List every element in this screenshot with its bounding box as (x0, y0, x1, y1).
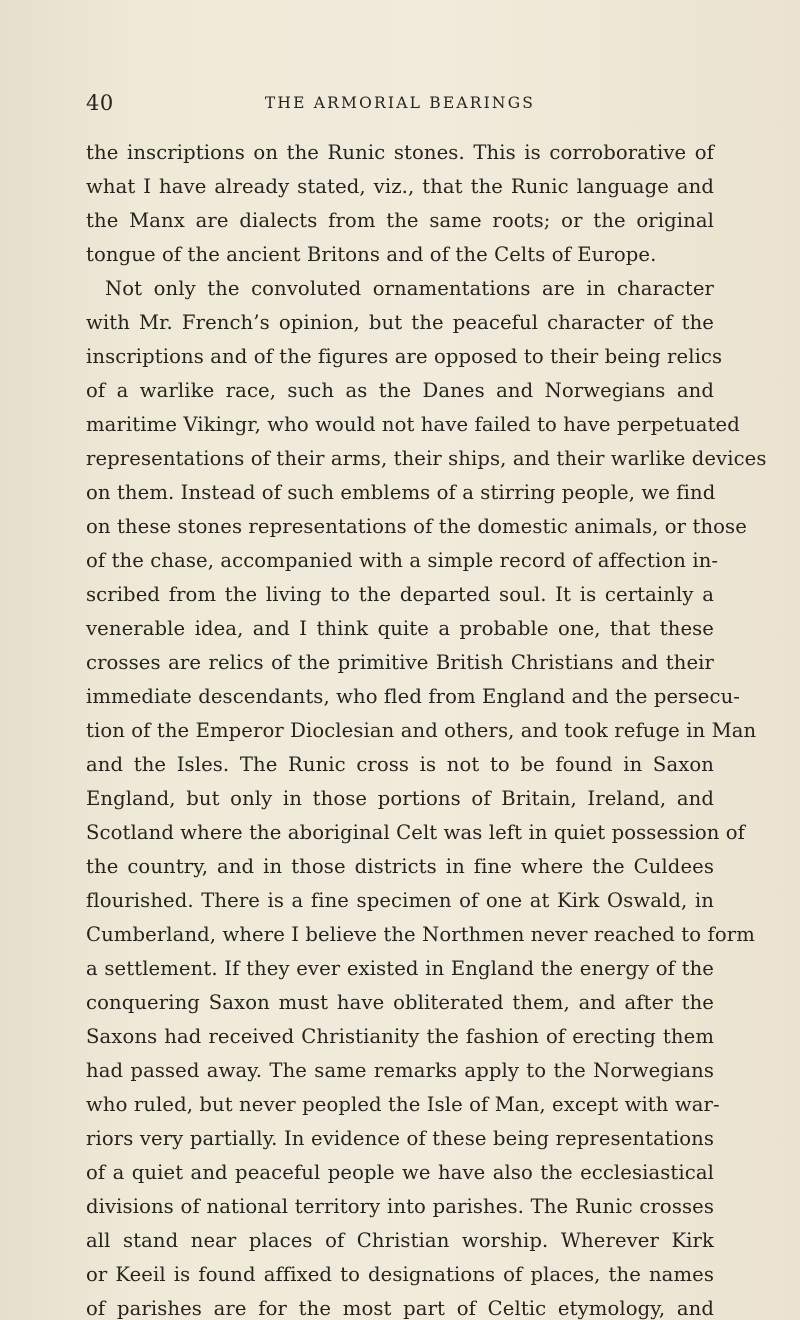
text-line: the country, and in those districts in fine where the Culdees (86, 855, 714, 878)
text-line: tongue of the ancient Britons and of the Celts of Europe. (86, 243, 657, 266)
running-head: THE ARMORIAL BEARINGS (264, 94, 536, 112)
text-line: of a warlike race, such as the Danes and Norwegians and (86, 379, 714, 402)
text-line: Saxons had received Christianity the fashion of erecting them (86, 1025, 714, 1048)
page-number: 40 (86, 91, 114, 115)
text-line: crosses are relics of the primitive British Christians and their (86, 651, 714, 674)
text-line: the inscriptions on the Runic stones. This is corroborative of (86, 141, 714, 164)
text-line: representations of their arms, their ships, and their warlike devices (86, 447, 767, 470)
text-line: the Manx are dialects from the same roots; or the original (86, 209, 714, 232)
text-line: Not only the convoluted ornamentations are in character (105, 277, 714, 300)
text-line: flourished. There is a fine specimen of one at Kirk Oswald, in (86, 889, 714, 912)
text-line: what I have already stated, viz., that the Runic language and (86, 175, 714, 198)
text-line: Cumberland, where I believe the Northmen never reached to form (86, 923, 755, 946)
text-line: on them. Instead of such emblems of a stirring people, we find (86, 481, 716, 504)
text-line: immediate descendants, who fled from England and the persecu- (86, 685, 741, 708)
page-header (86, 88, 714, 118)
text-line: tion of the Emperor Dioclesian and others, and took refuge in Man (86, 719, 757, 742)
text-line: on these stones representations of the domestic animals, or those (86, 515, 747, 538)
body-text (86, 136, 767, 1320)
text-line: conquering Saxon must have obliterated them, and after the (86, 991, 714, 1014)
text-line: with Mr. French’s opinion, but the peaceful character of the (86, 311, 714, 334)
text-line: had passed away. The same remarks apply to the Norwegians (86, 1059, 714, 1082)
text-line: and the Isles. The Runic cross is not to be found in Saxon (86, 753, 714, 776)
text-line: of the chase, accompanied with a simple record of affection in- (86, 549, 719, 572)
text-line: all stand near places of Christian worship. Wherever Kirk (86, 1229, 714, 1252)
text-line: a settlement. If they ever existed in England the energy of the (86, 957, 714, 980)
text-line: riors very partially. In evidence of these being representations (86, 1127, 714, 1150)
text-line: who ruled, but never peopled the Isle of Man, except with war- (86, 1093, 720, 1116)
text-line: or Keeil is found affixed to designations of places, the names (86, 1263, 714, 1286)
text-line: of a quiet and peaceful people we have also the ecclesiastical (86, 1161, 714, 1184)
text-line: venerable idea, and I think quite a probable one, that these (86, 617, 714, 640)
text-line: scribed from the living to the departed soul. It is certainly a (86, 583, 714, 606)
text-line: Scotland where the aboriginal Celt was left in quiet possession of (86, 821, 746, 844)
text-line: of parishes are for the most part of Celtic etymology, and (86, 1297, 714, 1320)
text-line: divisions of national territory into parishes. The Runic crosses (86, 1195, 714, 1218)
text-line: maritime Vikingr, who would not have failed to have perpetuated (86, 413, 740, 436)
text-line: inscriptions and of the figures are opposed to their being relics (86, 345, 723, 368)
text-line: England, but only in those portions of Britain, Ireland, and (86, 787, 714, 810)
